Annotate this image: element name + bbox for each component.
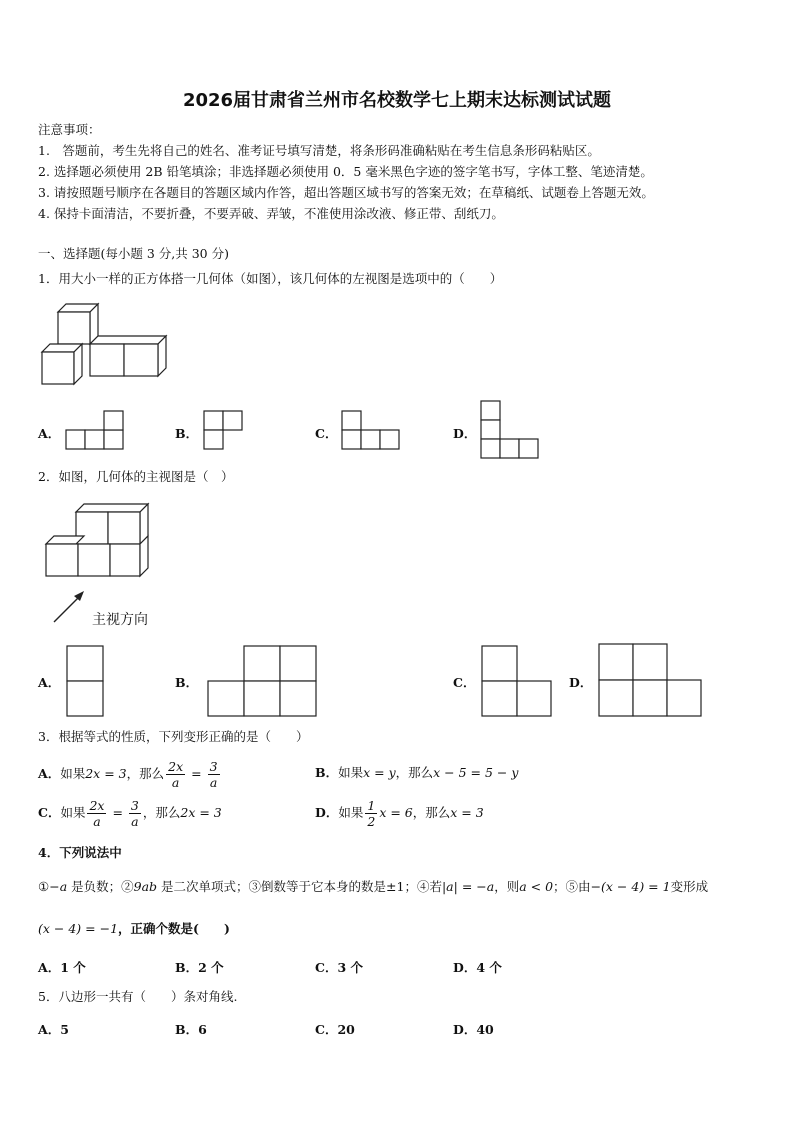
q3-a-num1: 2x (168, 759, 184, 774)
q3-a-frac-right (208, 759, 220, 790)
q3-b-res: x − 5 = 5 − y (433, 765, 519, 780)
q3-d-label: D． (315, 805, 339, 820)
q4-l1-i: ；⑤由 (553, 879, 591, 894)
q4-statements-line2 (38, 921, 230, 937)
q3-option-c (38, 796, 222, 830)
q3-option-a (38, 757, 222, 791)
q5-option-c: C．20 (315, 1022, 355, 1037)
q3-a-if: 如果 (60, 766, 86, 781)
q3-d-if: 如果 (338, 805, 364, 820)
q4-l1-a: ① (38, 879, 50, 894)
q3-a-cond: 2x = 3 (85, 766, 127, 781)
q4-l1-g: ，则 (494, 879, 520, 894)
q4-option-b: B．2 个 (175, 960, 224, 975)
q2-option-c: C． (453, 675, 476, 690)
q2-stem: 2．如图，几何体的主视图是（ ） (38, 469, 234, 484)
page-title: 2026届甘肃省兰州市名校数学七上期末达标测试试题 (182, 90, 612, 111)
q4-l2-b: ，正确个数是( ) (118, 921, 230, 936)
q4-l1-e: 是二次单项式；③倒数等于它本身的数是±1；④若 (157, 879, 442, 894)
q3-d-cond: x = 6 (379, 805, 413, 820)
q3-c-eq: = (108, 805, 127, 820)
q3-d-res: x = 3 (450, 805, 484, 820)
notice-item-4: 4. 保持卡面清洁，不要折叠，不要弄破、弄皱，不准使用涂改液、修正带、刮纸刀。 (38, 206, 504, 221)
q4-l1-k: 变形成 (670, 879, 709, 894)
q3-c-frac-left (87, 798, 106, 829)
q3-a-label: A． (38, 766, 61, 781)
q4-l1-b: −a (49, 879, 68, 894)
q2-option-d-figure (598, 643, 704, 717)
q4-statements-line1 (38, 879, 708, 895)
q3-a-eq: = (187, 766, 206, 781)
q3-c-then: ，那么 (142, 805, 181, 820)
q2-option-a: A． (38, 675, 61, 690)
q4-stem: 4．下列说法中 (38, 845, 122, 860)
q4-option-a: A．1 个 (38, 960, 86, 975)
q4-l1-h: a < 0 (519, 879, 554, 894)
q5-stem: 5．八边形一共有（ ）条对角线. (38, 989, 238, 1004)
q3-option-b (315, 765, 518, 781)
q5-option-a: A．5 (38, 1022, 69, 1037)
q5-option-b: B．6 (175, 1022, 207, 1037)
q1-option-b-figure (203, 410, 245, 450)
q3-c-num2: 3 (130, 798, 139, 813)
q2-solid-figure (44, 498, 154, 584)
notice-item-2: 2. 选择题必须使用 2B 铅笔填涂；非选择题必须使用 0．5 毫米黑色字迹的签字笔书写，字体工整、笔迹清楚。 (38, 164, 653, 179)
q3-b-label: B． (315, 765, 339, 780)
q3-option-d (315, 796, 484, 830)
q4-l1-f: |a| = −a (441, 879, 495, 894)
notice-item-1: 1. 答题前，考生先将自己的姓名、准考证号填写清楚，将条形码准确粘贴在考生信息条形码粘贴区。 (38, 143, 600, 158)
q1-option-c-figure (341, 410, 401, 450)
q4-l2-a: (x − 4) = −1 (38, 921, 119, 936)
q2-option-b: B． (175, 675, 199, 690)
q5-option-d: D．40 (453, 1022, 494, 1037)
q1-option-d-figure (480, 400, 540, 460)
q1-option-d: D． (453, 426, 477, 441)
q3-d-num: 1 (367, 798, 376, 813)
q4-l1-d: 9ab (133, 879, 158, 894)
notice-item-3: 3. 请按照题号顺序在各题目的答题区域内作答，超出答题区域书写的答案无效；在草稿纸、试题卷上答题无效。 (38, 185, 654, 200)
q4-option-d: D．4 个 (453, 960, 502, 975)
q3-c-label: C． (38, 805, 61, 820)
q3-c-den2: a (131, 814, 139, 829)
q3-d-then: ，那么 (412, 805, 451, 820)
q3-b-then: ，那么 (395, 765, 434, 780)
q3-b-if: 如果 (338, 765, 364, 780)
q4-l1-c: 是负数；② (67, 879, 134, 894)
q2-option-c-figure (481, 645, 553, 717)
q2-option-d: D． (569, 675, 593, 690)
notice-heading: 注意事项： (38, 122, 101, 137)
section-heading: 一、选择题(每小题 3 分,共 30 分) (38, 246, 229, 261)
q3-d-den: 2 (367, 814, 376, 829)
q3-c-num1: 2x (89, 798, 105, 813)
q3-d-frac (365, 798, 377, 829)
q3-c-frac-right (129, 798, 141, 829)
q2-option-b-figure (207, 645, 319, 717)
q3-a-den1: a (171, 775, 180, 790)
q2-direction-label: 主视方向 (92, 612, 148, 628)
q3-c-den1: a (93, 814, 101, 829)
q1-option-c: C． (315, 426, 338, 441)
q1-option-a-figure (66, 410, 126, 450)
q3-stem: 3．根据等式的性质，下列变形正确的是（ ） (38, 729, 309, 744)
view-direction-arrow-icon (52, 588, 88, 624)
q4-option-c: C．3 个 (315, 960, 363, 975)
q3-a-num2: 3 (209, 759, 218, 774)
q3-a-then: ，那么 (126, 766, 165, 781)
q1-option-b: B． (175, 426, 199, 441)
q1-option-a: A． (38, 426, 61, 441)
q1-stem: 1．用大小一样的正方体搭一几何体（如图），该几何体的左视图是选项中的（ ） (38, 271, 503, 286)
q3-b-cond: x = y (363, 765, 396, 780)
q2-option-a-figure (66, 645, 106, 717)
q4-l1-j: −(x − 4) = 1 (590, 879, 671, 894)
q3-a-den2: a (209, 775, 218, 790)
q3-a-frac-left (166, 759, 185, 790)
q3-c-if: 如果 (60, 805, 86, 820)
q1-solid-figure (40, 298, 170, 390)
q3-c-res: 2x = 3 (180, 805, 222, 820)
